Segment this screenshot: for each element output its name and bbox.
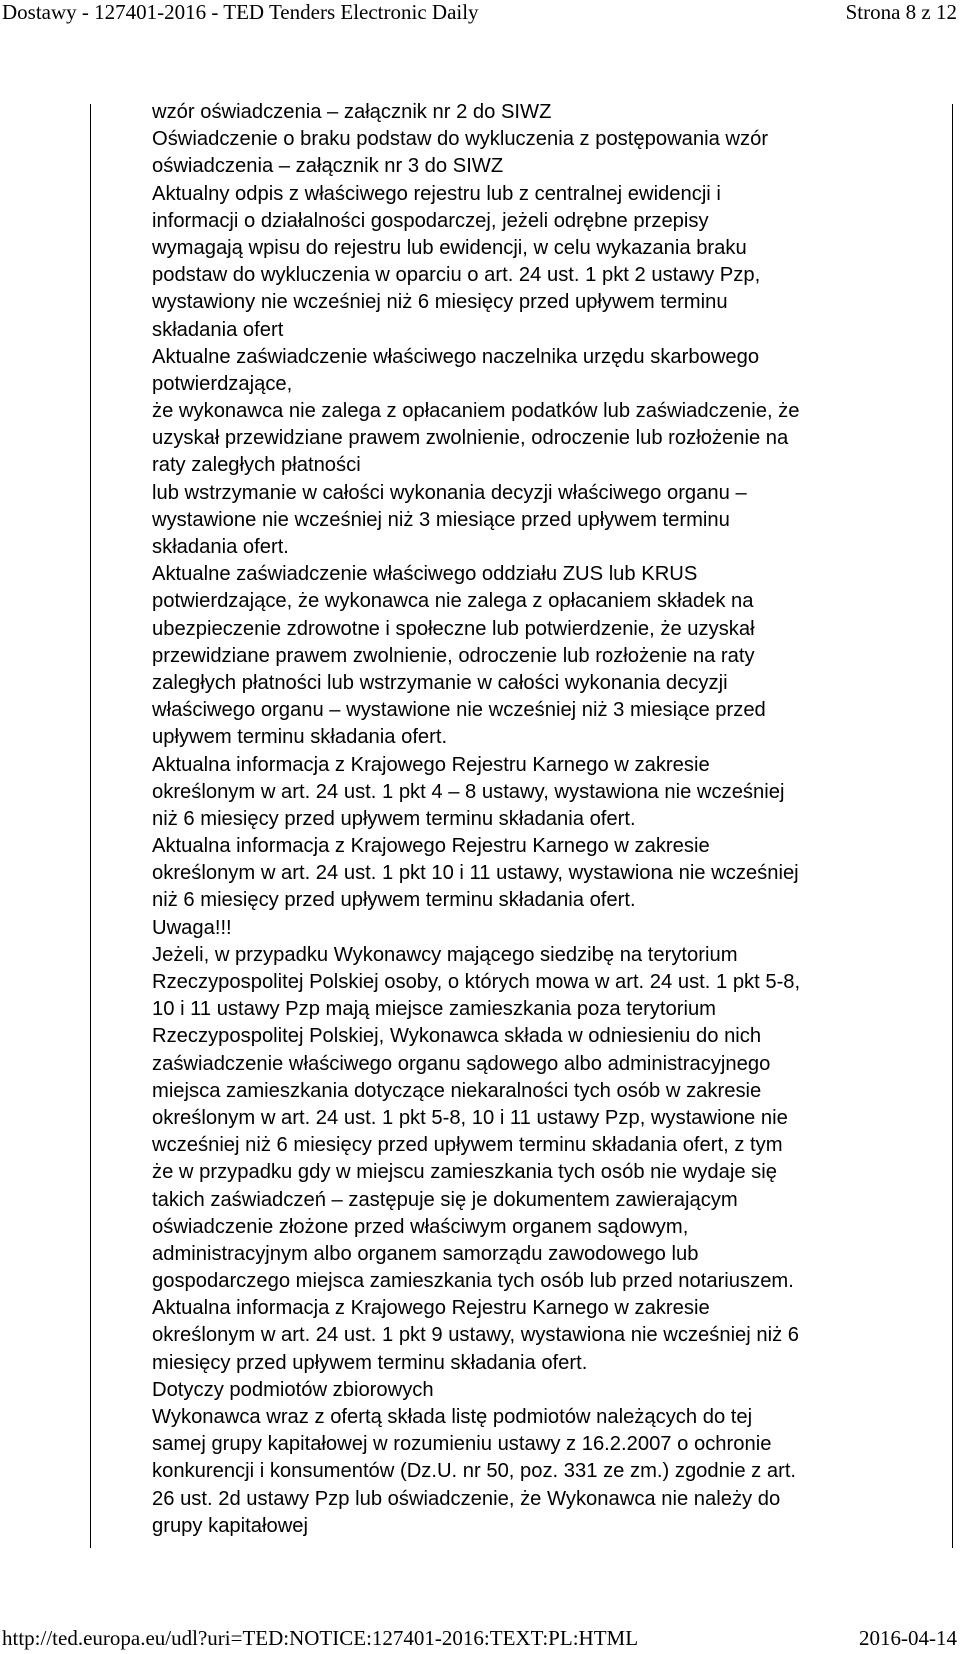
body-text-line: właściwego organu – wystawione nie wcześniej niż 3 miesiące przed xyxy=(152,699,766,722)
body-text-line: określonym w art. 24 ust. 1 pkt 5-8, 10 i 11 ustawy Pzp, wystawione nie xyxy=(152,1106,788,1129)
body-text-line: raty zaległych płatności xyxy=(152,454,361,477)
body-text-line: potwierdzające, xyxy=(152,372,293,395)
body-text-line: miesięcy przed upływem terminu składania ofert. xyxy=(152,1351,588,1374)
body-text-line: Uwaga!!! xyxy=(152,916,232,939)
body-text-line: wzór oświadczenia – załącznik nr 2 do SIWZ xyxy=(152,101,552,123)
body-text-line: wymagają wpisu do rejestru lub ewidencji, w celu wykazania braku xyxy=(152,236,747,259)
body-text-line: grupy kapitałowej xyxy=(152,1514,308,1537)
body-text-line: 26 ust. 2d ustawy Pzp lub oświadczenie, że Wykonawca nie należy do xyxy=(152,1487,781,1510)
body-text-line: zaświadczenie właściwego organu sądowego albo administracyjnego xyxy=(152,1052,771,1075)
body-text-line: składania ofert. xyxy=(152,536,289,558)
document-body xyxy=(152,99,952,1540)
body-text-line: wystawiony nie wcześniej niż 6 miesięcy przed upływem terminu xyxy=(152,291,728,314)
body-text-line: informacji o działalności gospodarczej, jeżeli odrębne przepisy xyxy=(152,209,709,232)
body-text-line: przewidziane prawem zwolnienie, odroczenie lub rozłożenie na raty xyxy=(152,644,755,667)
body-text-line: niż 6 miesięcy przed upływem terminu składania ofert. xyxy=(152,807,636,830)
print-date: 2016-04-14 xyxy=(859,1626,957,1650)
body-text-line: ubezpieczenie zdrowotne i społeczne lub potwierdzenie, że uzyskał xyxy=(152,617,755,640)
document-title: Dostawy - 127401-2016 - TED Tenders Electronic Daily xyxy=(2,0,479,24)
body-text-line: Aktualne zaświadczenie właściwego naczelnika urzędu skarbowego xyxy=(152,345,760,368)
body-text-line: Aktualna informacja z Krajowego Rejestru Karnego w zakresie xyxy=(152,753,710,776)
body-text-line: że w przypadku gdy w miejscu zamieszkania tych osób nie wydaje się xyxy=(152,1161,777,1184)
frame-border-left xyxy=(90,104,91,1548)
body-text-line: wcześniej niż 6 miesięcy przed upływem terminu składania ofert, z tym xyxy=(152,1134,783,1157)
body-text-line: takich zaświadczeń – zastępuje się je dokumentem zawierającym xyxy=(152,1188,738,1211)
body-text-line: Oświadczenie o braku podstaw do wykluczenia z postępowania wzór xyxy=(152,128,769,151)
body-text-line: oświadczenie złożone przed właściwym organem sądowym, xyxy=(152,1215,689,1238)
body-text-line: upływem terminu składania ofert. xyxy=(152,726,448,749)
body-text-line: lub wstrzymanie w całości wykonania decyzji właściwego organu – xyxy=(152,481,747,504)
print-header xyxy=(0,0,960,40)
body-text-line: zaległych płatności lub wstrzymanie w całości wykonania decyzji xyxy=(152,671,728,694)
body-text-line: Aktualny odpis z właściwego rejestru lub z centralnej ewidencji i xyxy=(152,182,721,205)
body-text-line: oświadczenia – załącznik nr 3 do SIWZ xyxy=(152,155,504,178)
body-text-line: Jeżeli, w przypadku Wykonawcy mającego siedzibę na terytorium xyxy=(152,943,738,966)
body-text-line: Aktualne zaświadczenie właściwego oddziału ZUS lub KRUS xyxy=(152,563,698,586)
body-text-line: składania ofert xyxy=(152,318,284,341)
body-text-line: Aktualna informacja z Krajowego Rejestru Karnego w zakresie xyxy=(152,835,710,858)
page-indicator: Strona 8 z 12 xyxy=(845,0,957,24)
body-text-line: Rzeczypospolitej Polskiej, Wykonawca składa w odniesieniu do nich xyxy=(152,1025,762,1048)
print-footer xyxy=(0,1625,960,1654)
body-text-line: Rzeczypospolitej Polskiej osoby, o których mowa w art. 24 ust. 1 pkt 5-8, xyxy=(152,971,801,993)
body-text-line: podstaw do wykluczenia w oparciu o art. 24 ust. 1 pkt 2 ustawy Pzp, xyxy=(152,264,761,287)
body-text-line: określonym w art. 24 ust. 1 pkt 10 i 11 ustawy, wystawiona nie wcześniej xyxy=(152,862,799,885)
body-text-line: wystawione nie wcześniej niż 3 miesiące przed upływem terminu xyxy=(152,508,730,531)
body-text-line: potwierdzające, że wykonawca nie zalega z opłacaniem składek na xyxy=(152,590,754,613)
body-text-line: niż 6 miesięcy przed upływem terminu składania ofert. xyxy=(152,889,636,912)
body-text-line: administracyjnym albo organem samorządu zawodowego lub xyxy=(152,1242,699,1265)
source-url: http://ted.europa.eu/udl?uri=TED:NOTICE:127401-2016:TEXT:PL:HTML xyxy=(2,1626,639,1650)
body-text-line: Wykonawca wraz z ofertą składa listę podmiotów należących do tej xyxy=(152,1406,753,1428)
body-text-line: samej grupy kapitałowej w rozumieniu ustawy z 16.2.2007 o ochronie xyxy=(152,1433,772,1456)
body-text-line: Dotyczy podmiotów zbiorowych xyxy=(152,1378,434,1401)
body-text-line: Aktualna informacja z Krajowego Rejestru Karnego w zakresie xyxy=(152,1297,710,1320)
body-text-line: że wykonawca nie zalega z opłacaniem podatków lub zaświadczenie, że xyxy=(152,400,800,423)
body-text-line: uzyskał przewidziane prawem zwolnienie, odroczenie lub rozłożenie na xyxy=(152,427,789,450)
body-text-line: określonym w art. 24 ust. 1 pkt 9 ustawy, wystawiona nie wcześniej niż 6 xyxy=(152,1324,800,1347)
body-text-line: miejsca zamieszkania dotyczące niekaralności tych osób w zakresie xyxy=(152,1079,762,1102)
body-text-line: gospodarczego miejsca zamieszkania tych osób lub przed notariuszem. xyxy=(152,1270,794,1293)
body-text-line: określonym w art. 24 ust. 1 pkt 4 – 8 ustawy, wystawiona nie wcześniej xyxy=(152,780,785,803)
frame-border-right xyxy=(952,104,953,1548)
body-text-line: 10 i 11 ustawy Pzp mają miejsce zamieszkania poza terytorium xyxy=(152,998,716,1021)
body-text-line: konkurencji i konsumentów (Dz.U. nr 50, poz. 331 ze zm.) zgodnie z art. xyxy=(152,1460,797,1483)
